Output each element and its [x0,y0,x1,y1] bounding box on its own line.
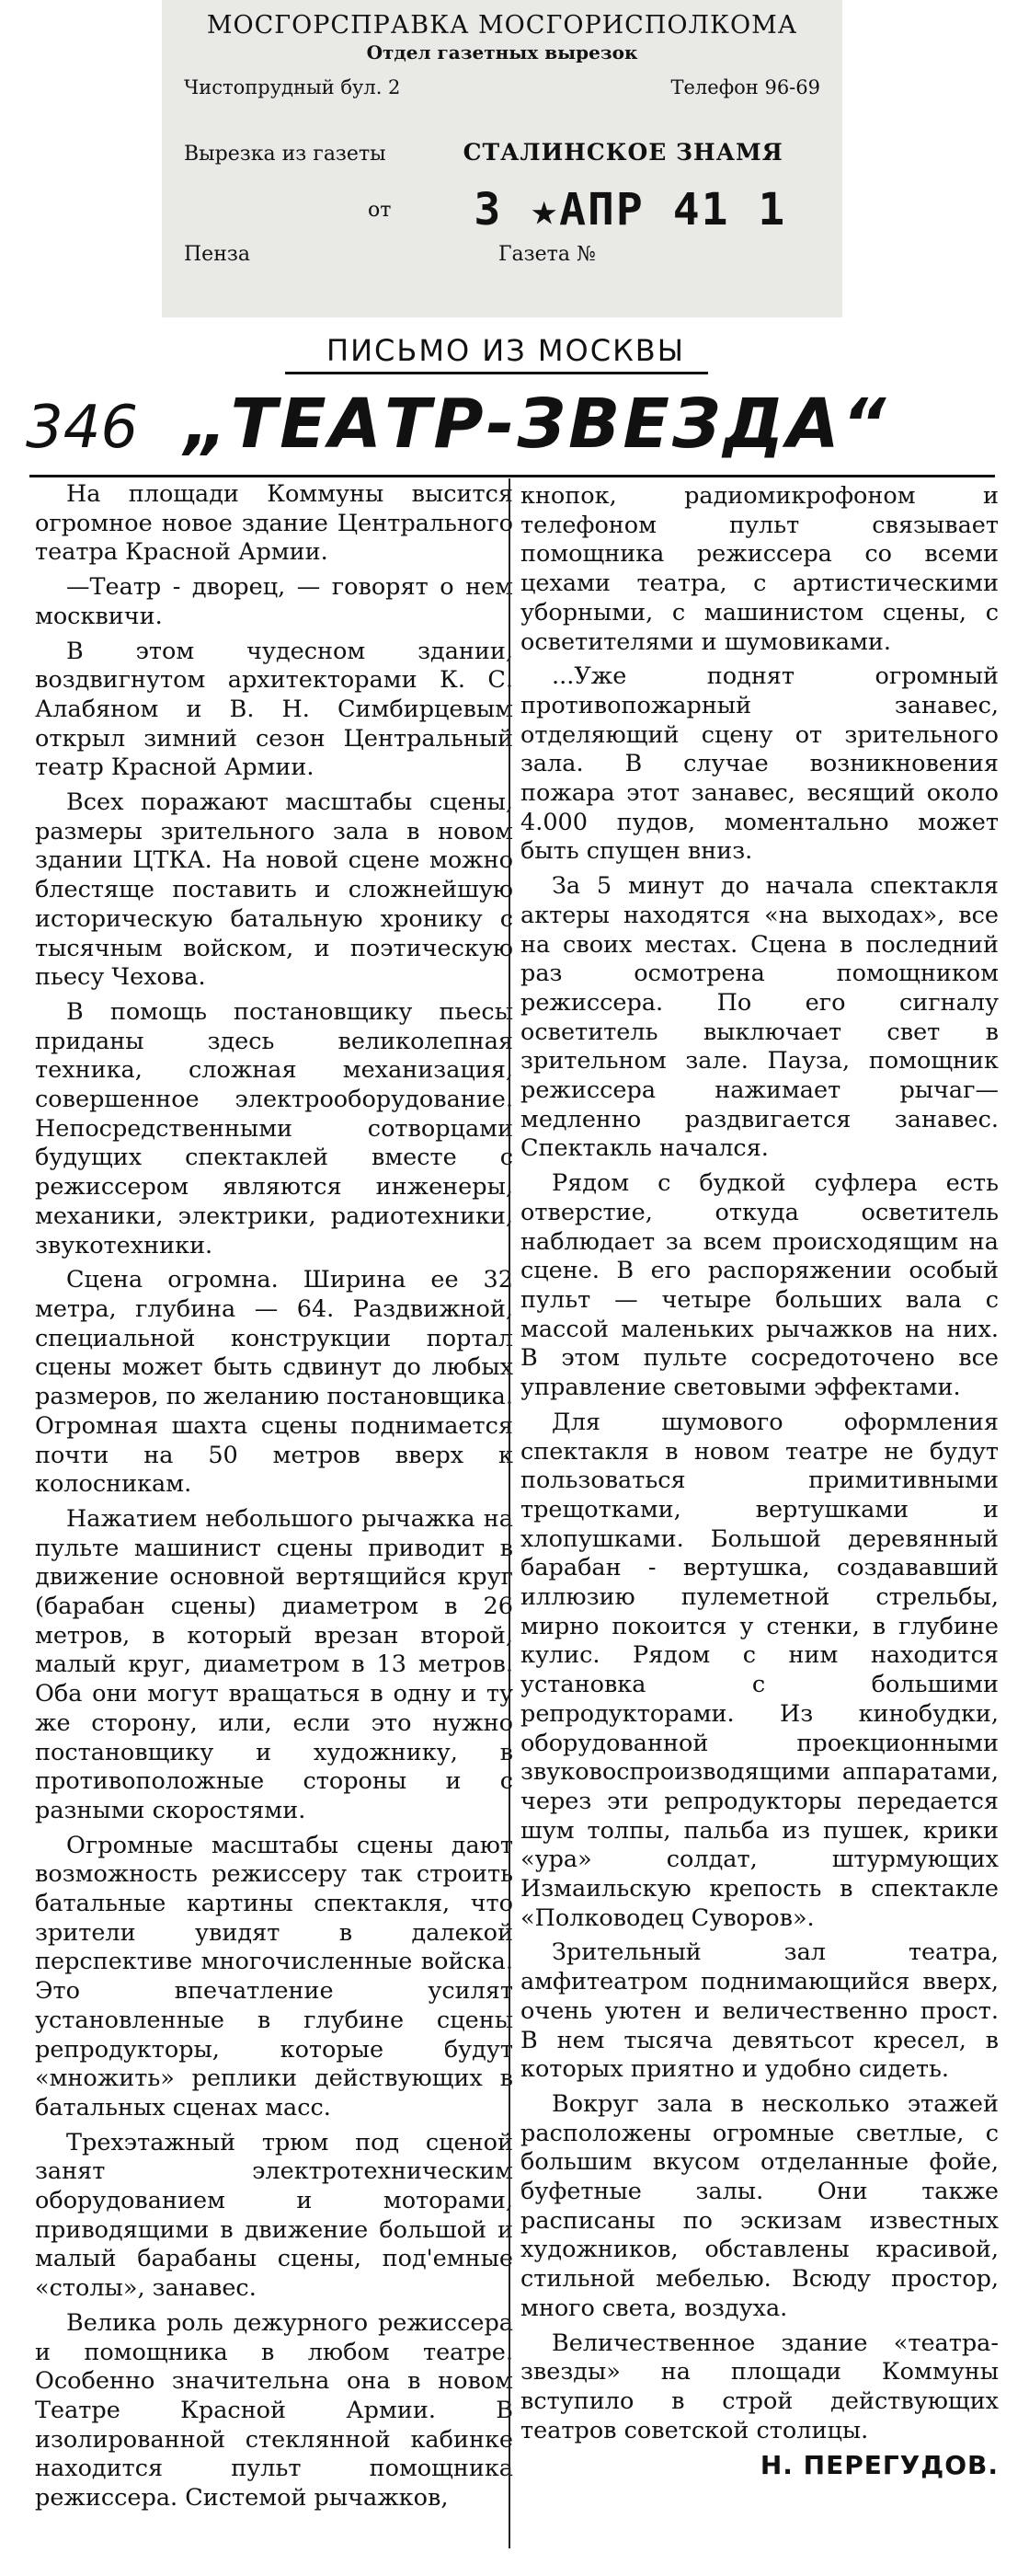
paragraph: Всех поражают масштабы сцены, размеры зрительного зала в новом здании ЦТКА. На новой сцене можно блестяще поставить и сложнейшую историческую батальную хронику с тысячным войском, и поэтическую пьесу Чехова. [35,788,513,992]
stamp-newspaper: СТАЛИНСКОЕ ЗНАМЯ [463,139,783,166]
article-headline: „ТЕАТР-ЗВЕЗДА“ [184,385,889,464]
paragraph: На площади Коммуны высится огромное новое здание Центрального театра Красной Армии. [35,480,513,567]
stamp-org: МОСГОРСПРАВКА МОСГОРИСПОЛКОМА [206,11,798,40]
stamp-date-row [184,184,820,236]
paragraph: ...Уже поднят огромный противопожарный занавес, отделяющий сцену от зрительного зала. В случае возникновения пожара этот занавес, весящий около 4.000 пудов, моментально может быть спущен вниз. [520,662,999,866]
stamp-clip-label: Вырезка из газеты [184,143,386,166]
article-rubric: ПИСЬМО ИЗ МОСКВЫ [326,333,685,368]
paragraph: В помощь постановщику пьесы приданы здесь великолепная техника, сложная механизация, совершенное электрооборудование. Непосредственными сотворцами будущих спектаклей вместе с режиссером являются инженеры, механики, электрики, радиотехники, звукотехники. [35,997,513,1259]
paragraph: Вокруг зала в несколько этажей расположены огромные светлые, с большим вкусом отделанные фойе, буфетные залы. Они также расписаны по эскизам известных художников, обставлены красивой, стильной мебелью. Всюду простор, много света, воздуха. [520,2089,999,2322]
paragraph: За 5 минут до начала спектакля актеры находятся «на выходах», все на своих местах. Сцена в последний раз осмотрена помощником режиссера. По его сигналу осветитель выключает свет в зрительном зале. Пауза, помощник режиссера нажимает рычаг—медленно раздвигается занавес. Спектакль начался. [520,872,999,1163]
paragraph: Трехэтажный трюм под сценой занят электротехническим оборудованием и моторами, приводящими в движение большой и малый барабаны сцены, под'емные «столы», занавес. [35,2128,513,2303]
paragraph: —Театр - дворец, — говорят о нем москвичи. [35,573,513,630]
paragraph: Сцена огромна. Ширина ее 32 метра, глубина — 64. Раздвижной, специальной конструкции портал сцены может быть сдвинут до любых размеров, по желанию постановщика. Огромная шахта сцены поднимается почти на 50 метров вверх к колосникам. [35,1266,513,1499]
stamp-bottom-row [184,243,820,266]
stamp-city: Пенза [184,243,250,266]
stamp-clip-row [184,139,820,166]
paragraph: В этом чудесном здании, воздвигнутом архитекторами К. С. Алабяном и В. Н. Симбирцевым открыл зимний сезон Центральный театр Красной Армии. [35,637,513,782]
stamp-gazette-no: Газета № [497,243,596,266]
paragraph: Нажатием небольшого рычажка на пульте машинист сцены приводит в движение основной вертящийся круг (барабан сцены) диаметром в 26 метров, в который врезан второй, малый круг, диаметром в 13 метров. Оба они могут вращаться в одну и ту же сторону, или, если это нужно постановщику и художнику, в противоположные стороны и с разными скоростями. [35,1504,513,1824]
stamp-from-label: от [368,198,392,222]
stamp-address: Чистопрудный бул. 2 [184,76,401,98]
stamp-phone: Телефон 96-69 [670,76,820,98]
paragraph: Огромные масштабы сцены дают возможность режиссеру так строить батальные картины спектакля, что зрители увидят в далекой перспективе многочисленные войска. Это впечатление усилят установленные в глубине сцены репродукторы, которые будут «множить» реплики действующих в батальных сценах масс. [35,1831,513,2122]
stamp-date: 3 ★АПР 41 1 [474,184,787,236]
paragraph: Рядом с будкой суфлера есть отверстие, откуда осветитель наблюдает за всем происходящим на сцене. В его распоряжении особый пульт — четыре больших вала с массой маленьких рычажков на них. В этом пульте сосредоточено все управление световыми эффектами. [520,1169,999,1402]
handwritten-number: 346 [26,394,139,462]
stamp-dept: Отдел газетных вырезок [366,41,638,63]
paragraph-continuation: кнопок, радиомикрофоном и телефоном пульт связывает помощника режиссера со всеми цехами театра, с артистическими уборными, с машинистом сцены, с осветителями и шумовиками. [520,482,999,656]
author-signature: Н. ПЕРЕГУДОВ. [760,2450,999,2481]
rubric-underline [285,372,708,374]
paragraph: Для шумового оформления спектакля в новом театре не будут пользоваться примитивными трещотками, вертушками и хлопушками. Большой деревянный барабан - вертушка, создававший иллюзию пулеметной стрельбы, мирно покоится у стенки, в глубине кулис. Рядом с ним находится установка с большими репродукторами. Из кинобудки, оборудованной проекционными звуковоспроизводящими аппаратами, через эти репродукторы передается шум толпы, пальба из пушек, крики «ура» солдат, штурмующих Измаильскую крепость в спектакле «Полководец Суворов». [520,1408,999,1932]
paragraph: Велика роль дежурного режиссера и помощника в любом театре. Особенно значительна она в новом Театре Красной Армии. В изолированной стеклянной кабинке находится пульт помощника режиссера. Системой рычажков, [35,2308,513,2513]
column-divider [509,478,510,2548]
headline-rule [29,475,995,477]
stamp-contact-row [184,76,820,98]
article-column-left [35,480,513,2519]
paragraph: Зрительный зал театра, амфитеатром поднимающийся вверх, очень уютен и величественно прост. В нем тысяча девятьсот кресел, в которых приятно и удобно сидеть. [520,1938,999,2084]
article-column-right [520,482,999,2480]
paragraph: Величественное здание «театра-звезды» на площади Коммуны вступило в строй действующих театров советской столицы. [520,2329,999,2444]
clipping-stamp [162,0,842,317]
